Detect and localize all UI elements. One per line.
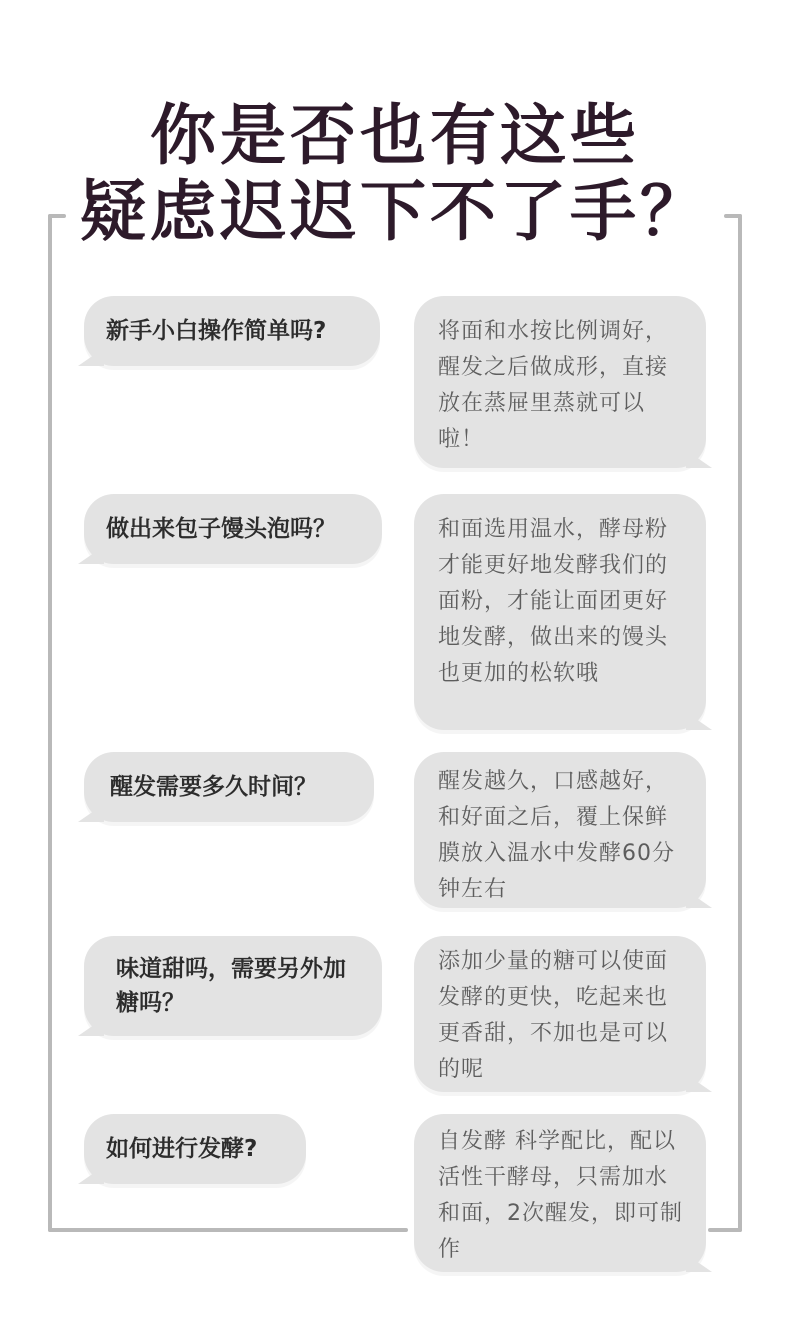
frame-top-left-corner [48, 214, 66, 218]
answer-bubble-3 [414, 752, 706, 908]
answer-text-2: 和面选用温水，酵母粉才能更好地发酵我们的面粉，才能让面团更好地发酵，做出来的馒头也更加的松软哦 [438, 517, 669, 686]
answer-text-3: 醒发越久，口感越好，和好面之后，覆上保鲜膜放入温水中发酵60分钟左右 [438, 769, 675, 902]
answer-text-1: 将面和水按比例调好，醒发之后做成形，直接放在蒸屉里蒸就可以啦！ [438, 319, 669, 452]
question-bubble-3 [84, 752, 374, 822]
question-text-3: 醒发需要多久时间？ [110, 774, 317, 800]
question-text-1: 新手小白操作简单吗? [106, 318, 327, 344]
answer-bubble-2 [414, 494, 706, 730]
question-bubble-5 [84, 1114, 306, 1184]
question-bubble-4 [84, 936, 382, 1036]
question-text-2: 做出来包子馒头泡吗？ [106, 516, 336, 542]
question-text-5: 如何进行发酵? [106, 1136, 258, 1162]
frame-top-right-corner [724, 214, 742, 218]
question-text-4: 味道甜吗，需要另外加糖吗？ [116, 956, 346, 1016]
answer-text-4: 添加少量的糖可以使面发酵的更快，吃起来也更香甜，不加也是可以的呢 [438, 949, 669, 1082]
page-title-line-2: 疑虑迟迟下不了手？ [80, 173, 710, 250]
answer-bubble-4 [414, 936, 706, 1092]
frame-bottom-border [48, 1228, 408, 1232]
question-bubble-2 [84, 494, 382, 564]
answer-bubble-1 [414, 296, 706, 468]
answer-text-5: 自发酵 科学配比，配以活性干酵母，只需加水和面，2次醒发，即可制作 [438, 1129, 683, 1262]
question-bubble-1 [84, 296, 380, 366]
frame-left-border [48, 214, 52, 1232]
frame-bottom-right-corner [708, 1228, 742, 1232]
frame-right-border [738, 214, 742, 1232]
page-title-line-1: 你是否也有这些 [150, 97, 640, 174]
answer-bubble-5 [414, 1114, 706, 1272]
